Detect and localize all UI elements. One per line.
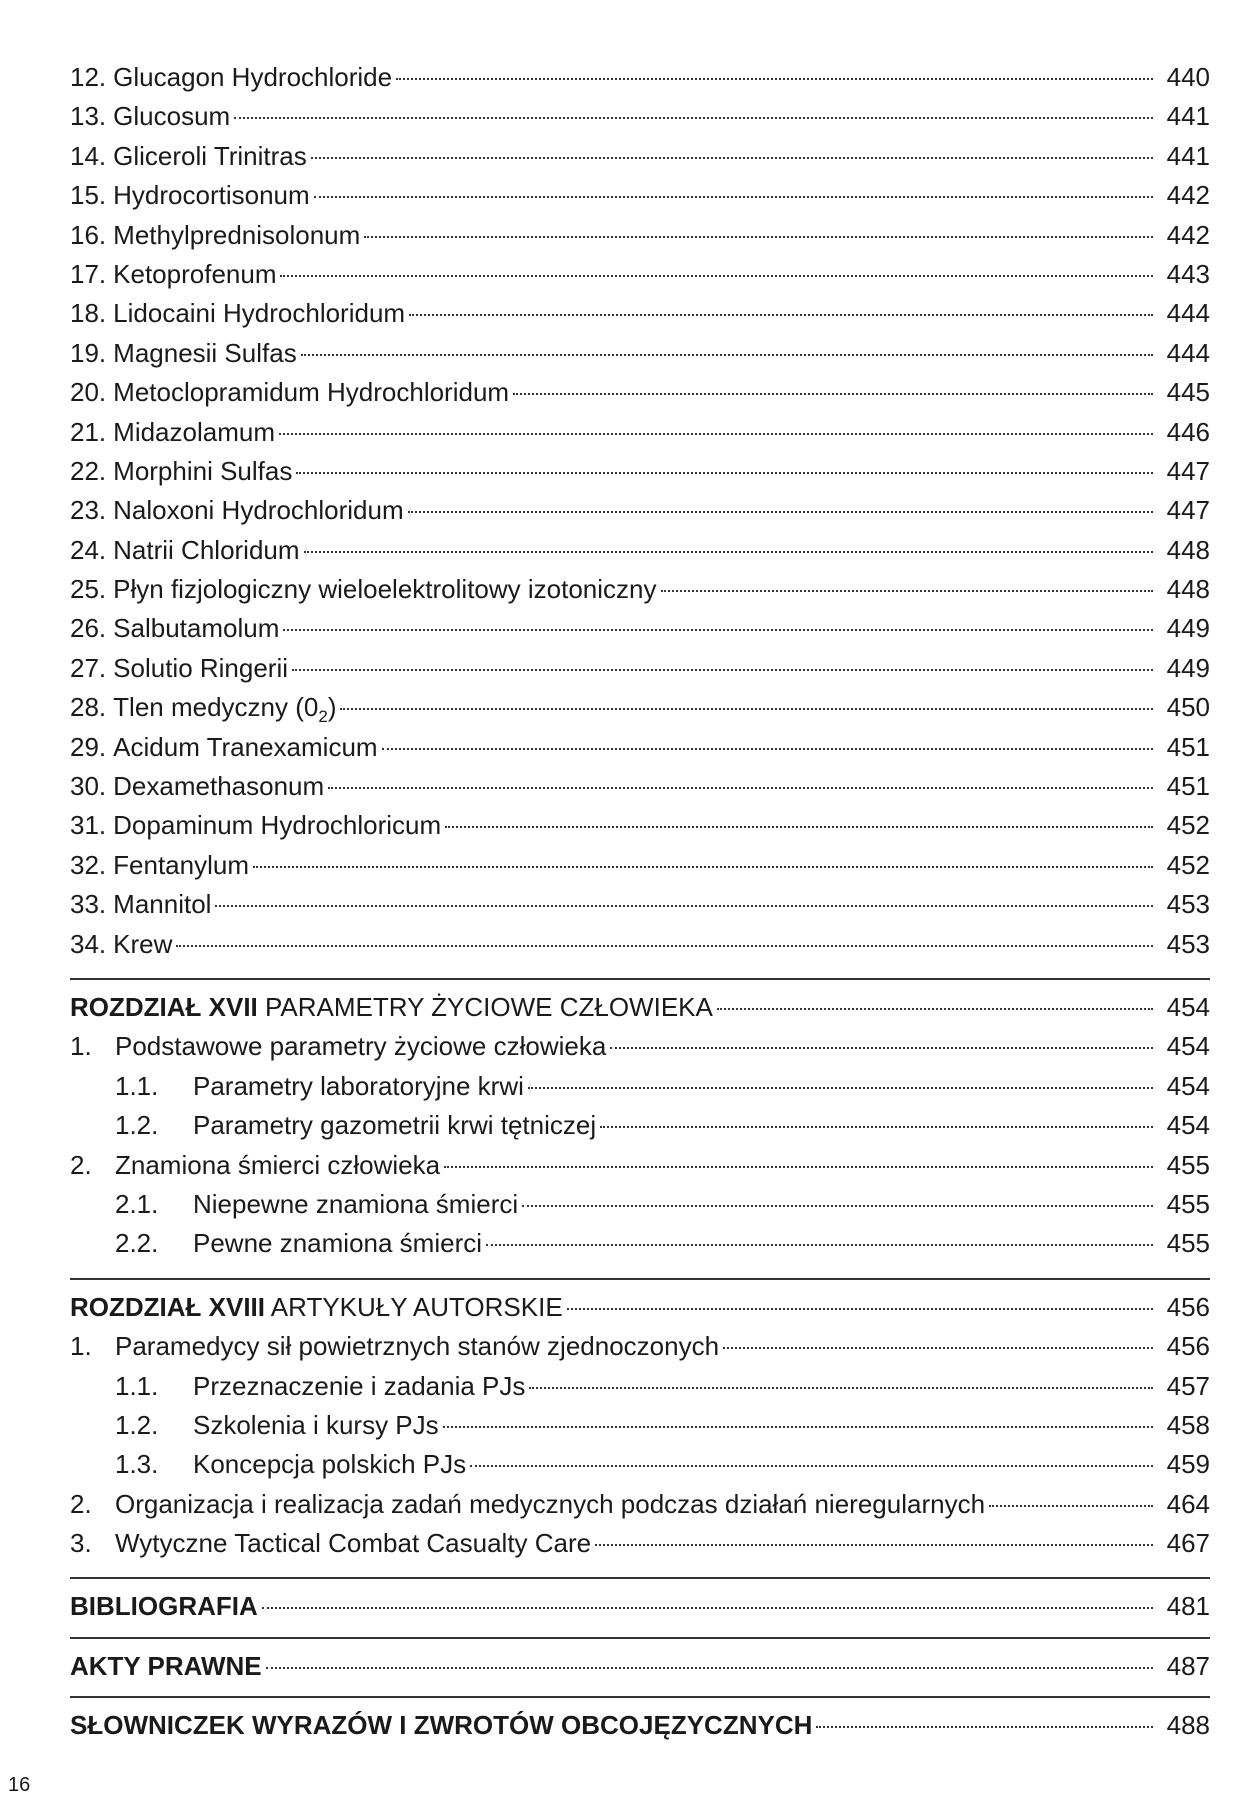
dot-leader	[816, 1726, 1153, 1728]
table-of-contents	[70, 58, 1210, 1746]
chapter-heading	[70, 988, 1210, 1027]
entry-page: 449	[1166, 652, 1210, 683]
entry-number: 3.	[70, 1528, 92, 1559]
toc-entry	[70, 176, 1210, 215]
toc-entry	[70, 255, 1210, 294]
entry-title: Tlen medyczny $(0_2)$	[113, 692, 337, 727]
entry-page: 454	[1166, 1110, 1210, 1141]
entry-title: Dopaminum Hydrochloricum	[113, 810, 442, 841]
dot-leader	[567, 1308, 1153, 1310]
chapter-name: PARAMETRY ŻYCIOWE CZŁOWIEKA	[257, 991, 713, 1022]
entry-page: 452	[1166, 810, 1210, 841]
toc-entry	[70, 728, 1210, 767]
toc-entry	[70, 609, 1210, 648]
toc-entry	[70, 58, 1210, 97]
entry-title: AKTY PRAWNE	[70, 1650, 262, 1681]
toc-entry	[70, 97, 1210, 136]
entry-number: 1.2.	[115, 1110, 159, 1141]
entry-page: 448	[1166, 534, 1210, 565]
entry-title: Wytyczne Tactical Combat Casualty Care	[115, 1528, 592, 1559]
page-number: 16	[8, 1774, 31, 1796]
entry-title: Methylprednisolonum	[113, 219, 361, 250]
dot-leader	[311, 157, 1153, 159]
dot-leader	[610, 1047, 1153, 1049]
entry-page: 456	[1166, 1331, 1210, 1362]
section-divider	[70, 1696, 1210, 1698]
entry-title: Solutio Ringerii	[113, 652, 289, 683]
chapter-heading	[70, 1288, 1210, 1327]
dot-leader	[723, 1347, 1153, 1349]
entry-page: 451	[1166, 731, 1210, 762]
entry-page: 447	[1166, 455, 1210, 486]
toc-entry	[70, 137, 1210, 176]
entry-title: Dexamethasonum	[113, 771, 325, 802]
dot-leader	[266, 1667, 1153, 1669]
dot-leader	[408, 511, 1153, 513]
section-divider	[70, 1278, 1210, 1280]
chapter-title	[70, 988, 713, 1027]
entry-number: 16.	[70, 219, 107, 250]
entry-number: 2.	[70, 1149, 92, 1180]
entry-number: 1.3.	[115, 1449, 159, 1480]
dot-leader	[215, 905, 1153, 907]
entry-number: 2.2.	[115, 1228, 159, 1259]
entry-page: 481	[1166, 1591, 1210, 1622]
toc-entry	[70, 531, 1210, 570]
toc-section	[70, 1327, 1210, 1366]
entry-page: 451	[1166, 771, 1210, 802]
toc-bibliografia	[70, 1587, 1210, 1626]
entry-page: 450	[1166, 692, 1210, 723]
entry-page: 455	[1166, 1188, 1210, 1219]
dot-leader	[396, 78, 1153, 80]
entry-page: 444	[1166, 298, 1210, 329]
entry-title: Niepewne znamiona śmierci	[193, 1188, 519, 1219]
entry-title: Paramedycy sił powietrznych stanów zjednoczonych	[115, 1331, 720, 1362]
entry-page: 441	[1166, 140, 1210, 171]
toc-subsection	[70, 1106, 1210, 1145]
entry-title: Pewne znamiona śmierci	[193, 1228, 483, 1259]
entry-number: 2.1.	[115, 1188, 159, 1219]
toc-entry	[70, 885, 1210, 924]
entry-number: 2.	[70, 1488, 92, 1519]
entry-page: 453	[1166, 928, 1210, 959]
entry-number: 20.	[70, 377, 107, 408]
dot-leader	[444, 1166, 1153, 1168]
toc-subsection	[70, 1185, 1210, 1224]
entry-title: Gliceroli Trinitras	[113, 140, 307, 171]
dot-leader	[595, 1544, 1153, 1546]
entry-number: 27.	[70, 652, 107, 683]
dot-leader	[280, 275, 1153, 277]
section-divider	[70, 1637, 1210, 1639]
entry-page: 454	[1166, 1031, 1210, 1062]
toc-entry	[70, 413, 1210, 452]
dot-leader	[328, 787, 1153, 789]
toc-entry	[70, 452, 1210, 491]
entry-number: 1.1.	[115, 1070, 159, 1101]
entry-page: 444	[1166, 337, 1210, 368]
entry-page: 440	[1166, 62, 1210, 92]
entry-page: 443	[1166, 258, 1210, 289]
entry-title: SŁOWNICZEK WYRAZÓW I ZWROTÓW OBCOJĘZYCZNYCH	[70, 1710, 813, 1741]
dot-leader	[262, 1607, 1153, 1609]
entry-title: Glucagon Hydrochloride	[113, 62, 393, 92]
toc-entry	[70, 925, 1210, 964]
entry-number: 26.	[70, 613, 107, 644]
dot-leader	[445, 826, 1153, 828]
toc-entry	[70, 334, 1210, 373]
entry-number: 29.	[70, 731, 107, 762]
toc-subsection	[70, 1367, 1210, 1406]
dot-leader	[314, 196, 1153, 198]
toc-subsection	[70, 1067, 1210, 1106]
entry-number: 33.	[70, 889, 107, 920]
entry-number: 13.	[70, 101, 107, 132]
entry-number: 32.	[70, 849, 107, 880]
entry-title: Przeznaczenie i zadania PJs	[193, 1370, 526, 1401]
toc-section	[70, 1485, 1210, 1524]
entry-title: Fentanylum	[113, 849, 249, 880]
dot-leader	[382, 748, 1153, 750]
dot-leader	[409, 314, 1153, 316]
toc-entry	[70, 570, 1210, 609]
entry-number: 25.	[70, 574, 107, 605]
entry-number: 14.	[70, 140, 107, 171]
entry-page: 442	[1166, 219, 1210, 250]
entry-page: 455	[1166, 1149, 1210, 1180]
entry-page: 454	[1166, 1070, 1210, 1101]
dot-leader	[304, 551, 1153, 553]
entry-number: 24.	[70, 534, 107, 565]
dot-leader	[292, 669, 1153, 671]
entry-title: Szkolenia i kursy PJs	[193, 1409, 439, 1440]
entry-page: 464	[1166, 1488, 1210, 1519]
entry-title: Ketoprofenum	[113, 258, 277, 289]
entry-page: 453	[1166, 889, 1210, 920]
toc-entry	[70, 216, 1210, 255]
entry-title: Glucosum	[113, 101, 231, 132]
dot-leader	[279, 433, 1153, 435]
toc-subsection	[70, 1224, 1210, 1263]
entry-number: 1.	[70, 1031, 92, 1062]
toc-slowniczek	[70, 1706, 1210, 1745]
entry-title: Magnesii Sulfas	[113, 337, 297, 368]
entry-title: Organizacja i realizacja zadań medycznych podczas działań nieregularnych	[115, 1488, 986, 1519]
entry-title: Naloxoni Hydrochloridum	[113, 495, 404, 526]
dot-leader	[717, 1008, 1153, 1010]
entry-title: Parametry laboratoryjne krwi	[193, 1070, 524, 1101]
entry-title: Morphini Sulfas	[113, 455, 293, 486]
entry-page: 488	[1166, 1710, 1210, 1741]
entry-title: Hydrocortisonum	[113, 180, 310, 211]
entry-number: 15.	[70, 180, 107, 211]
dot-leader	[522, 1205, 1153, 1207]
toc-entry	[70, 491, 1210, 530]
entry-page: 456	[1166, 1291, 1210, 1322]
entry-page: 455	[1166, 1228, 1210, 1259]
dot-leader	[470, 1465, 1153, 1467]
dot-leader	[486, 1244, 1153, 1246]
toc-entry	[70, 806, 1210, 845]
entry-number: 34.	[70, 928, 107, 959]
entry-number: 22.	[70, 455, 107, 486]
entry-page: 442	[1166, 180, 1210, 211]
dot-leader	[176, 945, 1153, 947]
toc-entry	[70, 294, 1210, 333]
chapter-label: ROZDZIAŁ XVIII	[70, 1291, 265, 1322]
entry-page: 445	[1166, 377, 1210, 408]
entry-page: 454	[1166, 991, 1210, 1022]
entry-title: Podstawowe parametry życiowe człowieka	[115, 1031, 607, 1062]
entry-page: 446	[1166, 416, 1210, 447]
toc-section	[70, 1027, 1210, 1066]
entry-number: 31.	[70, 810, 107, 841]
dot-leader	[340, 708, 1153, 710]
dot-leader	[234, 117, 1153, 119]
entry-page: 457	[1166, 1370, 1210, 1401]
entry-title: Parametry gazometrii krwi tętniczej	[193, 1110, 597, 1141]
entry-page: 441	[1166, 101, 1210, 132]
entry-number: 28.	[70, 692, 107, 723]
chapter-name: ARTYKUŁY AUTORSKIE	[265, 1291, 563, 1322]
entry-number: 1.	[70, 1331, 92, 1362]
entry-number: 18.	[70, 298, 107, 329]
dot-leader	[528, 1087, 1153, 1089]
entry-number: 1.2.	[115, 1409, 159, 1440]
toc-entry	[70, 846, 1210, 885]
entry-number: 17.	[70, 258, 107, 289]
entry-page: 459	[1166, 1449, 1210, 1480]
toc-subsection	[70, 1406, 1210, 1445]
chapter-label: ROZDZIAŁ XVII	[70, 991, 258, 1022]
entry-number: 1.1.	[115, 1370, 159, 1401]
entry-page: 467	[1166, 1528, 1210, 1559]
entry-page: 448	[1166, 574, 1210, 605]
entry-number: 19.	[70, 337, 107, 368]
dot-leader	[989, 1505, 1153, 1507]
dot-leader	[301, 354, 1153, 356]
chapter-title	[70, 1288, 563, 1327]
toc-entry	[70, 688, 1210, 727]
entry-title: BIBLIOGRAFIA	[70, 1591, 258, 1622]
dot-leader	[513, 393, 1153, 395]
entry-title: Acidum Tranexamicum	[113, 731, 378, 762]
dot-leader	[600, 1126, 1153, 1128]
dot-leader	[661, 590, 1154, 592]
entry-number: 23.	[70, 495, 107, 526]
entry-page: 487	[1166, 1650, 1210, 1681]
toc-akty-prawne	[70, 1647, 1210, 1686]
entry-page: 447	[1166, 495, 1210, 526]
dot-leader	[296, 472, 1153, 474]
dot-leader	[253, 866, 1153, 868]
entry-title: Metoclopramidum Hydrochloridum	[113, 377, 510, 408]
toc-subsection	[70, 1445, 1210, 1484]
toc-entry	[70, 649, 1210, 688]
entry-page: 449	[1166, 613, 1210, 644]
toc-entry	[70, 767, 1210, 806]
dot-leader	[283, 629, 1153, 631]
entry-title: Koncepcja polskich PJs	[193, 1449, 467, 1480]
entry-title: Salbutamolum	[113, 613, 280, 644]
toc-entry	[70, 373, 1210, 412]
section-divider	[70, 1577, 1210, 1579]
entry-page: 452	[1166, 849, 1210, 880]
entry-title: Krew	[113, 928, 173, 959]
entry-number: 21.	[70, 416, 107, 447]
dot-leader	[529, 1387, 1153, 1389]
entry-number: 12.	[70, 62, 107, 92]
entry-title: Lidocaini Hydrochloridum	[113, 298, 406, 329]
toc-section	[70, 1146, 1210, 1185]
entry-title: Mannitol	[113, 889, 212, 920]
entry-title: Płyn fizjologiczny wieloelektrolitowy izotoniczny	[113, 574, 657, 605]
entry-title: Midazolamum	[113, 416, 275, 447]
entry-title: Natrii Chloridum	[113, 534, 300, 565]
entry-page: 458	[1166, 1409, 1210, 1440]
dot-leader	[364, 236, 1153, 238]
entry-title: Znamiona śmierci człowieka	[115, 1149, 441, 1180]
dot-leader	[443, 1426, 1153, 1428]
toc-section	[70, 1524, 1210, 1563]
entry-number: 30.	[70, 771, 107, 802]
section-divider	[70, 978, 1210, 980]
